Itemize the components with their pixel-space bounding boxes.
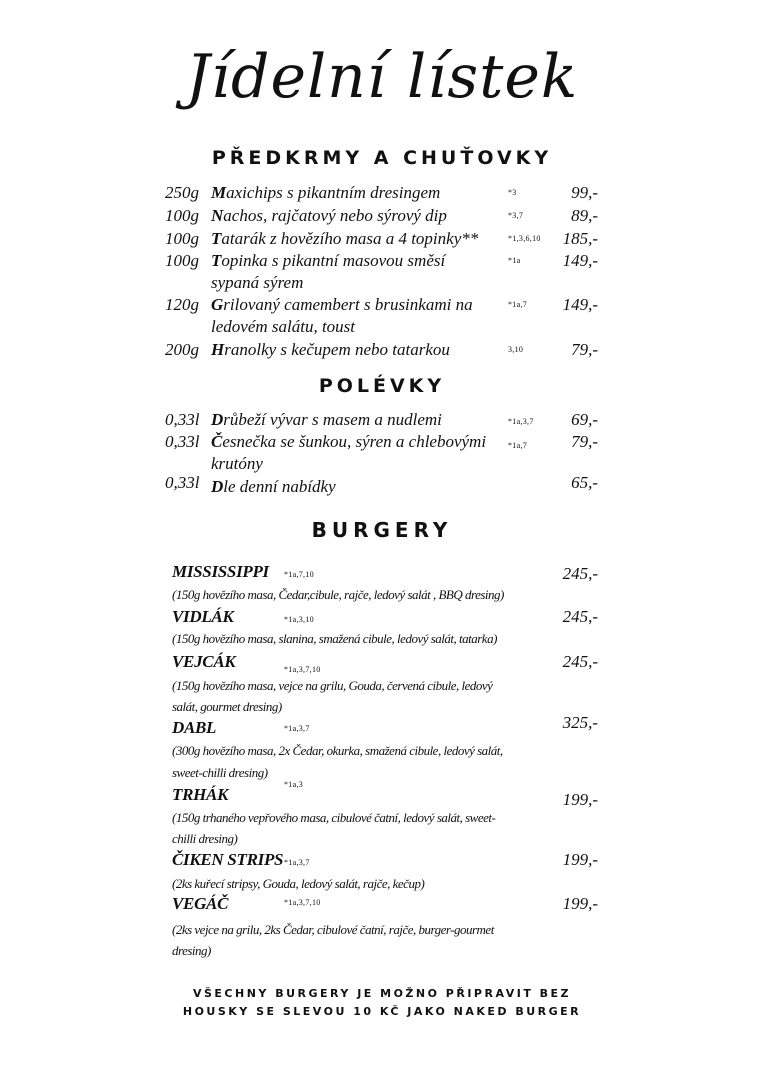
burger-name: ČIKEN STRIPS (172, 850, 284, 869)
burger-name: DABL (172, 718, 217, 737)
item-price: 185,- (562, 229, 598, 248)
item-quantity: 100g (165, 206, 199, 225)
burger-description: (2ks kuřecí stripsy, Gouda, ledový salát, rajče, kečup) (172, 876, 425, 891)
item-quantity: 100g (165, 251, 199, 270)
burger-description-line2: sweet-chilli dresing) (172, 765, 268, 780)
burger-description-line2: salát, gourmet dresing) (172, 699, 282, 714)
burger-price: 245,- (562, 607, 598, 626)
item-price: 149,- (562, 251, 598, 270)
burger-description: (150g hovězího masa, slanina, smažená cibule, ledový salát, tatarka) (172, 631, 497, 646)
item-name-line2: ledovém salátu, toust (211, 317, 356, 336)
footer-line-2: HOUSKY SE SLEVOU 10 KČ JAKO NAKED BURGER (182, 1005, 582, 1018)
item-name: Topinka s pikantní masovou směsí (211, 251, 446, 270)
allergen-note: *1a,7 (508, 300, 528, 309)
allergen-note: *1a,3,10 (284, 615, 314, 624)
item-name: Hranolky s kečupem nebo tatarkou (211, 340, 450, 359)
item-name: Česnečka se šunkou, sýren a chlebovými (211, 432, 487, 451)
item-price: 149,- (562, 295, 598, 314)
burger-price: 199,- (562, 790, 598, 809)
item-name: Tatarák z hovězího masa a 4 topinky** (211, 229, 479, 248)
allergen-note: *1,3,6,10 (508, 234, 541, 243)
item-name: Drůbeží vývar s masem a nudlemi (211, 410, 442, 429)
item-quantity: 0,33l (165, 473, 200, 492)
item-name: Nachos, rajčatový nebo sýrový dip (211, 206, 447, 225)
allergen-note: *1a,7,10 (284, 570, 314, 579)
item-quantity: 0,33l (165, 432, 200, 451)
burger-price: 325,- (562, 713, 598, 732)
burger-description: (300g hovězího masa, 2x Čedar, okurka, smažená cibule, ledový salát, (172, 743, 503, 758)
allergen-note: *1a (508, 256, 521, 265)
allergen-note: *3 (508, 188, 517, 197)
allergen-note: *1a,3,7 (284, 724, 310, 733)
burger-name: MISSISSIPPI (172, 562, 269, 581)
item-quantity: 250g (165, 183, 199, 202)
burger-name: VEJCÁK (172, 652, 236, 671)
item-name: Grilovaný camembert s brusinkami na (211, 295, 473, 314)
section-heading-starters: PŘEDKRMY A CHUŤOVKY (211, 147, 553, 169)
allergen-note: *1a,3 (284, 780, 304, 789)
item-price: 79,- (571, 340, 598, 359)
burger-description: (150g trhaného vepřového masa, cibulové čatní, ledový salát, sweet- (172, 810, 496, 825)
item-quantity: 120g (165, 295, 199, 314)
item-quantity: 200g (165, 340, 199, 359)
burger-price: 199,- (562, 894, 598, 913)
item-price: 79,- (571, 432, 598, 451)
allergen-note: 3,10 (508, 345, 524, 354)
burger-description: (150g hovězího masa, vejce na grilu, Gouda, červená cibule, ledový (172, 678, 493, 693)
footer-line-1: VŠECHNY BURGERY JE MOŽNO PŘIPRAVIT BEZ (192, 987, 572, 1000)
allergen-note: *3,7 (508, 211, 524, 220)
allergen-note: *1a,3,7 (284, 858, 310, 867)
item-name: Dle denní nabídky (211, 477, 336, 496)
burger-description-line2: dresing) (172, 943, 211, 958)
burger-name: VEGÁČ (172, 894, 229, 913)
item-name-line2: sypaná sýrem (211, 273, 304, 292)
burger-description-line2: chilli dresing) (172, 831, 238, 846)
allergen-note: *1a,3,7,10 (284, 665, 321, 674)
section-heading-burgers: BURGERY (311, 518, 453, 542)
burger-price: 245,- (562, 564, 598, 583)
burger-price: 199,- (562, 850, 598, 869)
item-name: Maxichips s pikantním dresingem (211, 183, 441, 202)
item-price: 89,- (571, 206, 598, 225)
burger-name: TRHÁK (172, 785, 229, 804)
item-quantity: 0,33l (165, 410, 200, 429)
burger-description: (2ks vejce na grilu, 2ks Čedar, cibulové čatní, rajče, burger-gourmet (172, 922, 494, 937)
item-price: 69,- (571, 410, 598, 429)
burger-name: VIDLÁK (172, 607, 234, 626)
item-quantity: 100g (165, 229, 199, 248)
allergen-note: *1a,7 (508, 441, 528, 450)
burger-price: 245,- (562, 652, 598, 671)
item-price: 99,- (571, 183, 598, 202)
burger-description: (150g hovězího masa, Čedar,cibule, rajče, ledový salát , BBQ dresing) (172, 587, 504, 602)
footer-note (0, 985, 764, 1021)
allergen-note: *1a,3,7,10 (284, 898, 321, 907)
menu-title: Jídelní lístek (185, 42, 579, 112)
allergen-note: *1a,3,7 (508, 417, 534, 426)
item-price: 65,- (571, 473, 598, 492)
section-heading-soups: POLÉVKY (318, 375, 446, 397)
item-name-line2: krutóny (211, 454, 263, 473)
